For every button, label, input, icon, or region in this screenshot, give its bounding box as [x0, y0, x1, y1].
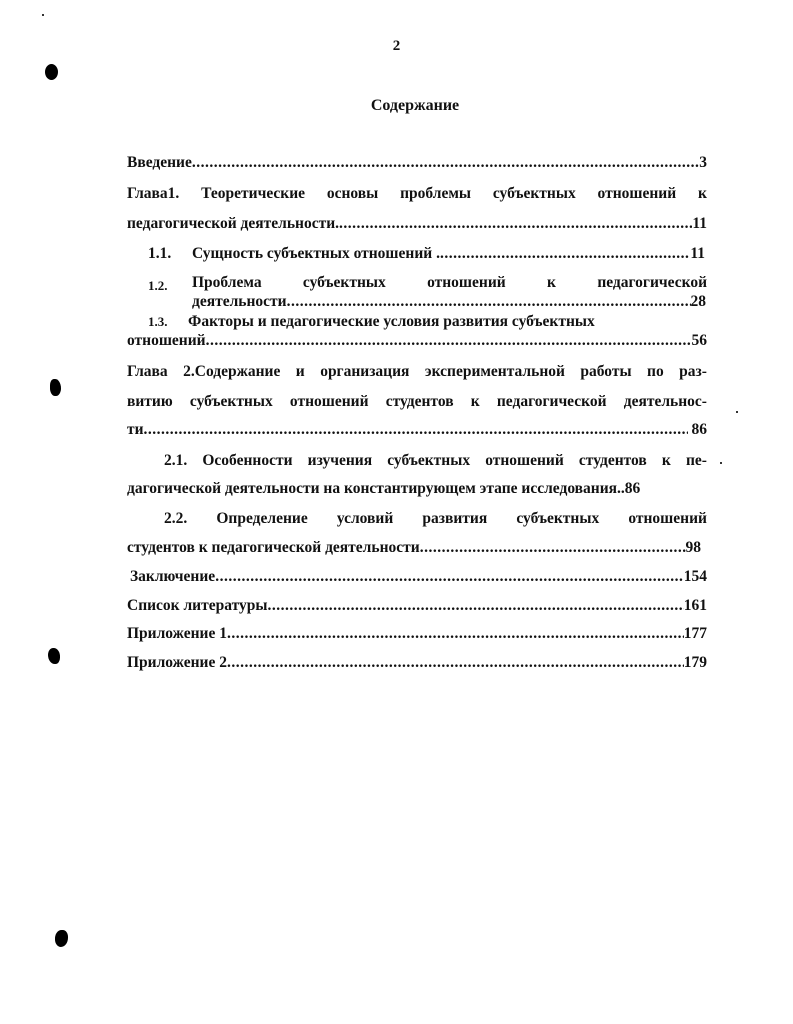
- scan-speck: [736, 411, 738, 413]
- toc-label: деятельности: [192, 293, 287, 310]
- toc-entry-1-2-line2[interactable]: [192, 292, 706, 312]
- toc-label: студентов к педагогической деятельности: [127, 539, 420, 556]
- word: 2.2.: [164, 510, 188, 527]
- word: студентов: [385, 393, 454, 410]
- toc-leader: [420, 538, 686, 558]
- word: пе-: [685, 452, 707, 469]
- word: 2.1.: [164, 452, 188, 469]
- word: работы: [580, 363, 632, 380]
- word: к: [697, 185, 707, 202]
- toc-page: 161: [683, 597, 707, 614]
- word: Глава: [127, 363, 168, 380]
- toc-leader: [440, 244, 690, 264]
- word: педагогической: [597, 274, 707, 291]
- toc-label: ти: [127, 421, 144, 438]
- word: основы: [326, 185, 379, 202]
- word: отношений: [628, 510, 707, 527]
- word: субъектных: [189, 393, 273, 410]
- toc-entry-2-2-line1[interactable]: [164, 509, 707, 529]
- toc-leader: [227, 624, 684, 644]
- toc-entry-2-1-line2[interactable]: дагогической деятельности на константирующем этапе исследования..86: [127, 480, 641, 497]
- word: условий: [336, 510, 394, 527]
- toc-label: педагогической деятельности.: [127, 215, 340, 232]
- toc-entry-references[interactable]: [127, 596, 707, 616]
- word: по: [647, 363, 664, 380]
- word: студентов: [578, 452, 647, 469]
- word: Определение: [216, 510, 308, 527]
- toc-leader: [206, 331, 692, 351]
- toc-page: 56: [691, 332, 707, 349]
- toc-page: 179: [683, 654, 707, 671]
- word: субъектных: [302, 274, 386, 291]
- word: субъектных: [387, 452, 471, 469]
- word: раз-: [679, 363, 707, 380]
- toc-entry-ch2-line2[interactable]: [127, 392, 707, 412]
- word: к: [661, 452, 671, 469]
- toc-entry-appendix-1[interactable]: [127, 624, 707, 644]
- word: экспериментальной: [424, 363, 565, 380]
- toc-leader: [215, 567, 684, 587]
- word: проблемы: [400, 185, 472, 202]
- scan-speck: [42, 14, 44, 16]
- word: деятельнос-: [623, 393, 707, 410]
- toc-entry-1-3-line1[interactable]: [148, 312, 595, 332]
- page-number: 2: [392, 38, 401, 54]
- toc-label: Заключение: [130, 568, 216, 585]
- toc-leader: [227, 653, 684, 673]
- scan-blot: [45, 64, 58, 80]
- toc-page: 3: [699, 154, 707, 171]
- toc-leader: [192, 153, 699, 173]
- toc-leader: [144, 420, 688, 440]
- toc-page: 177: [683, 625, 707, 642]
- toc-entry-ch1-line1[interactable]: [127, 184, 707, 204]
- word: педагогической: [496, 393, 607, 410]
- toc-label: Сущность субъектных отношений .: [192, 245, 440, 262]
- word: и: [295, 363, 305, 380]
- word: отношений: [597, 185, 677, 202]
- word: отношений: [289, 393, 369, 410]
- toc-entry-appendix-2[interactable]: [127, 653, 707, 673]
- toc-leader: [267, 596, 683, 616]
- word: субъектных: [492, 185, 576, 202]
- toc-label: Приложение 1: [127, 625, 227, 642]
- toc-label: Список литературы: [127, 597, 268, 614]
- word: 2.Содержание: [183, 363, 281, 380]
- toc-label: Факторы и педагогические условия развития субъектных: [188, 313, 595, 330]
- word: субъектных: [516, 510, 600, 527]
- toc-label: Приложение 2: [127, 654, 227, 671]
- toc-page: 11: [690, 245, 705, 262]
- word: витию: [127, 393, 173, 410]
- toc-section-number: 1.3.: [148, 314, 168, 329]
- word: развития: [422, 510, 488, 527]
- word: Особенности: [202, 452, 293, 469]
- word: Проблема: [192, 274, 262, 291]
- toc-page: 98: [685, 539, 701, 556]
- page-title: Содержание: [370, 97, 460, 114]
- word: к: [547, 274, 556, 291]
- scan-blot: [55, 930, 68, 947]
- toc-entry-1-1[interactable]: [148, 244, 705, 264]
- toc-entry-2-2-line2[interactable]: [127, 538, 701, 558]
- toc-label: Введение: [127, 154, 192, 171]
- word: отношений: [485, 452, 564, 469]
- toc-section-number: 1.2.: [148, 278, 168, 293]
- toc-section-number: 1.1.: [148, 245, 172, 262]
- word: Глава1.: [127, 185, 180, 202]
- toc-label: отношений: [127, 332, 206, 349]
- toc-page: 86: [691, 421, 707, 438]
- word: Теоретические: [201, 185, 306, 202]
- toc-page: 154: [683, 568, 707, 585]
- toc-entry-intro[interactable]: [127, 153, 707, 173]
- toc-leader: [287, 292, 691, 312]
- toc-entry-ch1-line2[interactable]: [127, 214, 707, 234]
- toc-entry-1-2-line1[interactable]: [192, 273, 707, 293]
- scan-blot: [50, 379, 61, 396]
- toc-entry-ch2-line3[interactable]: [127, 420, 707, 440]
- toc-entry-conclusion[interactable]: [130, 567, 707, 587]
- word: отношений: [427, 274, 506, 291]
- toc-leader: [339, 214, 692, 234]
- scan-blot: [48, 648, 60, 664]
- toc-entry-1-3-line2[interactable]: [127, 331, 707, 351]
- scan-speck: [720, 462, 722, 464]
- word: организация: [320, 363, 410, 380]
- toc-page: 28: [690, 293, 706, 310]
- toc-page: 11: [692, 215, 707, 232]
- word: к: [470, 393, 480, 410]
- toc-entry-2-1-line1[interactable]: [164, 451, 707, 471]
- word: изучения: [307, 452, 373, 469]
- toc-entry-ch2-line1[interactable]: [127, 362, 707, 382]
